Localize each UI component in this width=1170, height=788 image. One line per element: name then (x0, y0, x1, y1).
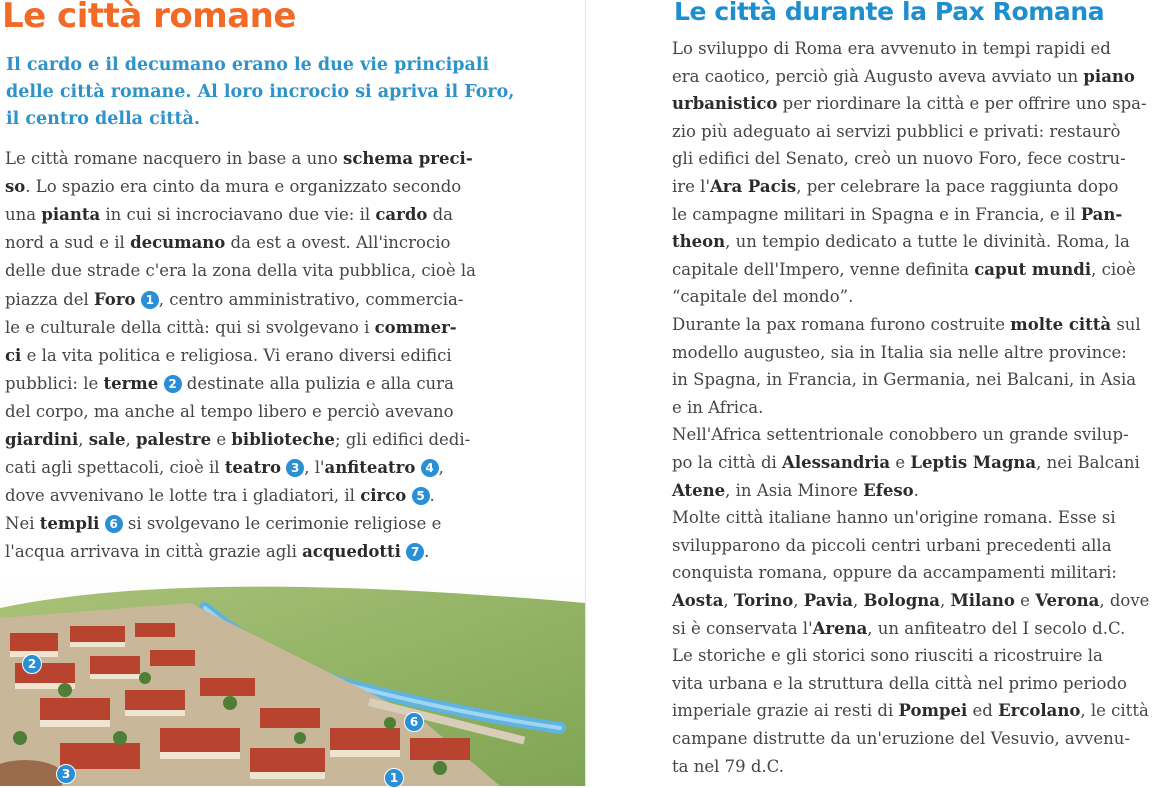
text-run: del corpo, ma anche al tempo libero e perciò avevano (5, 401, 454, 421)
text-line (672, 536, 1112, 556)
text-run: una (5, 205, 42, 225)
text-run: , un anfiteatro del I secolo d.C. (867, 618, 1126, 638)
bold-term: circo (360, 486, 407, 506)
text-line (672, 425, 1129, 445)
text-run: e in Africa. (672, 397, 764, 417)
text-run: svilupparono da piccoli centri urbani precedenti alla (672, 535, 1112, 555)
callout-number-badge: 7 (406, 543, 424, 561)
text-run: po la città di (672, 453, 783, 472)
text-run: ; gli edifici dedi- (334, 430, 471, 449)
text-run: . Lo spazio era cinto da mura e organizzato secondo (25, 177, 462, 197)
text-run: da est a ovest. All'incrocio (225, 233, 451, 253)
text-run: vita urbana e la struttura della città nel primo periodo (672, 673, 1127, 693)
text-run: ta nel 79 d.C. (672, 756, 784, 776)
text-run: per riordinare la città e per offrire uno spa- (777, 94, 1147, 114)
text-line (672, 370, 1136, 390)
text-line (672, 591, 1149, 611)
text-line (5, 374, 454, 394)
text-run: , cioè (1091, 259, 1136, 279)
text-line (672, 481, 919, 501)
text-run: , l' (304, 458, 325, 478)
text-run: Durante la pax romana furono costruite (672, 315, 1011, 334)
bold-term: Milano (950, 591, 1015, 610)
text-run: campane distrutte da un'eruzione del Vesuvio, avvenu- (672, 729, 1130, 748)
text-line (672, 94, 1147, 114)
text-run: , in Asia Minore (725, 480, 864, 500)
bold-term: piano (1083, 66, 1135, 86)
text-run: , un tempio dedicato a tutte le divinità. Roma, la (725, 232, 1130, 252)
text-line (5, 402, 454, 422)
callout-number-badge: 3 (286, 459, 304, 477)
bold-term: urbanistico (672, 94, 778, 114)
text-run: , nei Balcani (1036, 453, 1140, 472)
text-run: Molte città italiane hanno un'origine romana. Esse si (672, 508, 1116, 528)
text-run: , le città (1080, 701, 1149, 721)
bold-term: schema preci- (343, 149, 473, 168)
text-line (672, 177, 1118, 197)
text-run: era caotico, perciò già Augusto aveva avviato un (672, 66, 1084, 86)
illustration-callout-badge: 6 (404, 712, 424, 732)
illustration-callout-badge: 3 (56, 764, 76, 784)
bold-term: Pompei (898, 701, 968, 721)
text-run: cati agli spettacoli, cioè il (5, 458, 225, 478)
text-line (672, 674, 1127, 694)
text-run: e (890, 453, 911, 472)
text-run: capitale dell'Impero, venne definita (672, 259, 975, 279)
text-run: delle due strade c'era la zona della vita pubblica, cioè la (5, 261, 476, 281)
text-run (99, 514, 104, 533)
text-run: sul (1111, 315, 1141, 334)
text-run: , (852, 591, 864, 610)
text-run: si è conservata l' (672, 618, 813, 638)
right-page-title: Le città durante la Pax Romana (674, 0, 1105, 26)
bold-term: giardini (5, 430, 79, 449)
text-run: dove avvenivano le lotte tra i gladiatori, il (5, 486, 361, 506)
bold-term: commer- (374, 317, 457, 337)
text-run (415, 458, 420, 477)
bold-term: so (5, 177, 26, 197)
text-run: Nell'Africa settentrionale conobbero un grande svilup- (672, 425, 1129, 445)
text-line (672, 701, 1149, 721)
text-run: Le storiche e gli storici sono riusciti a ricostruire la (672, 646, 1103, 666)
text-run: ire l' (672, 177, 710, 196)
text-run: destinate alla pulizia e alla cura (181, 373, 454, 393)
left-page-title: Le città romane (2, 0, 296, 36)
text-run: “capitale del mondo”. (672, 287, 854, 307)
text-line (5, 261, 476, 281)
text-run: e la vita politica e religiosa. Vi erano diversi edifici (21, 345, 452, 365)
text-run: , (78, 430, 89, 449)
text-run: si svolgevano le cerimonie religiose e (122, 514, 442, 534)
text-run: le e culturale della città: qui si svolgevano i (5, 317, 375, 337)
text-line (672, 508, 1116, 528)
text-line (5, 318, 457, 338)
text-line (672, 67, 1135, 87)
text-run: , (723, 591, 734, 610)
text-line (672, 205, 1122, 225)
bold-term: Ara Pacis (710, 177, 797, 196)
text-line (5, 177, 461, 197)
bold-term: molte città (1010, 315, 1112, 334)
bold-term: Bologna (863, 591, 940, 610)
bold-term: biblioteche (231, 430, 335, 449)
callout-number-badge: 5 (412, 487, 430, 505)
text-run: , centro amministrativo, commercia- (158, 289, 464, 309)
bold-term: Torino (733, 591, 794, 610)
text-run: pubblici: le (5, 373, 104, 393)
roman-city-illustration (0, 578, 585, 786)
callout-number-badge: 6 (105, 515, 123, 533)
bold-term: terme (103, 373, 159, 393)
bold-term: templi (39, 514, 100, 534)
text-run: nord a sud e il (5, 233, 131, 253)
text-line (672, 39, 1111, 59)
text-line (672, 343, 1127, 363)
bold-term: Verona (1035, 591, 1100, 610)
text-line (5, 430, 470, 450)
callout-number-badge: 4 (421, 459, 439, 477)
text-run (136, 290, 141, 309)
right-page (585, 0, 1170, 786)
bold-term: Arena (812, 618, 868, 638)
text-line (672, 729, 1130, 749)
text-run: Lo sviluppo di Roma era avvenuto in tempi rapidi ed (672, 39, 1111, 58)
bold-term: theon (672, 232, 726, 252)
text-line (672, 260, 1136, 280)
bold-term: Pan- (1080, 204, 1123, 224)
bold-term: Efeso (863, 480, 914, 500)
text-run: conquista romana, oppure da accampamenti militari: (672, 563, 1117, 583)
text-line (672, 398, 763, 418)
text-line (5, 205, 453, 225)
text-run (158, 374, 163, 393)
intro-paragraph: Il cardo e il decumano erano le due vie principali delle città romane. Al loro incrocio si apriva il Foro, il centro della città. (6, 55, 515, 129)
left-page (0, 0, 585, 786)
text-run: . (429, 486, 435, 506)
illustration-callout-badge: 1 (384, 768, 404, 788)
text-run: , per celebrare la pace raggiunta dopo (796, 177, 1119, 196)
callout-number-badge: 1 (141, 291, 159, 309)
text-run: imperiale grazie ai resti di (672, 701, 899, 721)
text-run: da (427, 205, 454, 225)
text-run: e (211, 430, 232, 449)
bold-term: Pavia (803, 591, 853, 610)
text-line (672, 232, 1130, 252)
bold-term: Atene (672, 480, 726, 500)
bold-term: Alessandria (782, 453, 891, 472)
bold-term: Aosta (672, 591, 724, 610)
bold-term: caput mundi (974, 259, 1092, 279)
text-line (5, 458, 444, 478)
text-line (672, 149, 1126, 169)
text-line (672, 619, 1125, 639)
text-run: Nei (5, 514, 40, 534)
bold-term: sale (88, 430, 126, 449)
text-line (672, 287, 853, 307)
text-run: in cui si incrociavano due vie: il (100, 205, 376, 225)
callout-number-badge: 2 (164, 375, 182, 393)
text-line (5, 149, 473, 169)
text-run: . (913, 480, 919, 500)
bold-term: anfiteatro (324, 458, 416, 478)
text-line (672, 315, 1141, 335)
text-line (672, 122, 1120, 142)
text-line (5, 542, 429, 562)
text-line (5, 514, 441, 534)
bold-term: Ercolano (998, 701, 1081, 721)
text-line (672, 453, 1140, 473)
bold-term: acquedotti (302, 542, 401, 562)
text-run: modello augusteo, sia in Italia sia nelle altre province: (672, 342, 1127, 362)
text-line (5, 486, 435, 506)
text-run: ed (967, 701, 999, 721)
bold-term: decumano (130, 233, 226, 253)
text-run: Le città romane nacquero in base a uno (5, 149, 344, 168)
text-line (5, 346, 452, 366)
text-run: le campagne militari in Spagna e in Francia, e il (672, 204, 1081, 224)
text-line (672, 757, 784, 777)
bold-term: palestre (136, 430, 212, 449)
bold-term: ci (5, 345, 22, 365)
illustration-callout-badge: 2 (22, 654, 42, 674)
text-run: piazza del (5, 289, 94, 309)
text-run: , (793, 591, 804, 610)
text-run: , (939, 591, 951, 610)
bold-term: Leptis Magna (910, 453, 1037, 472)
text-run: , (125, 430, 137, 449)
text-run: , (438, 458, 444, 478)
text-line (5, 233, 450, 253)
bold-term: teatro (224, 458, 281, 478)
bold-term: Foro (94, 289, 136, 309)
text-run: in Spagna, in Francia, in Germania, nei Balcani, in Asia (672, 370, 1137, 390)
text-run: l'acqua arrivava in città grazie agli (5, 542, 303, 562)
text-run: . (424, 542, 430, 562)
text-run: , dove (1099, 591, 1150, 610)
text-line (672, 563, 1117, 583)
text-run: e (1014, 591, 1036, 610)
bold-term: pianta (41, 205, 101, 225)
text-line (5, 290, 463, 310)
text-run (406, 486, 411, 505)
text-run: zio più adeguato ai servizi pubblici e privati: restaurò (672, 121, 1121, 141)
text-line (672, 646, 1103, 666)
text-run: gli edifici del Senato, creò un nuovo Foro, fece costru- (672, 149, 1126, 169)
bold-term: cardo (375, 205, 428, 225)
